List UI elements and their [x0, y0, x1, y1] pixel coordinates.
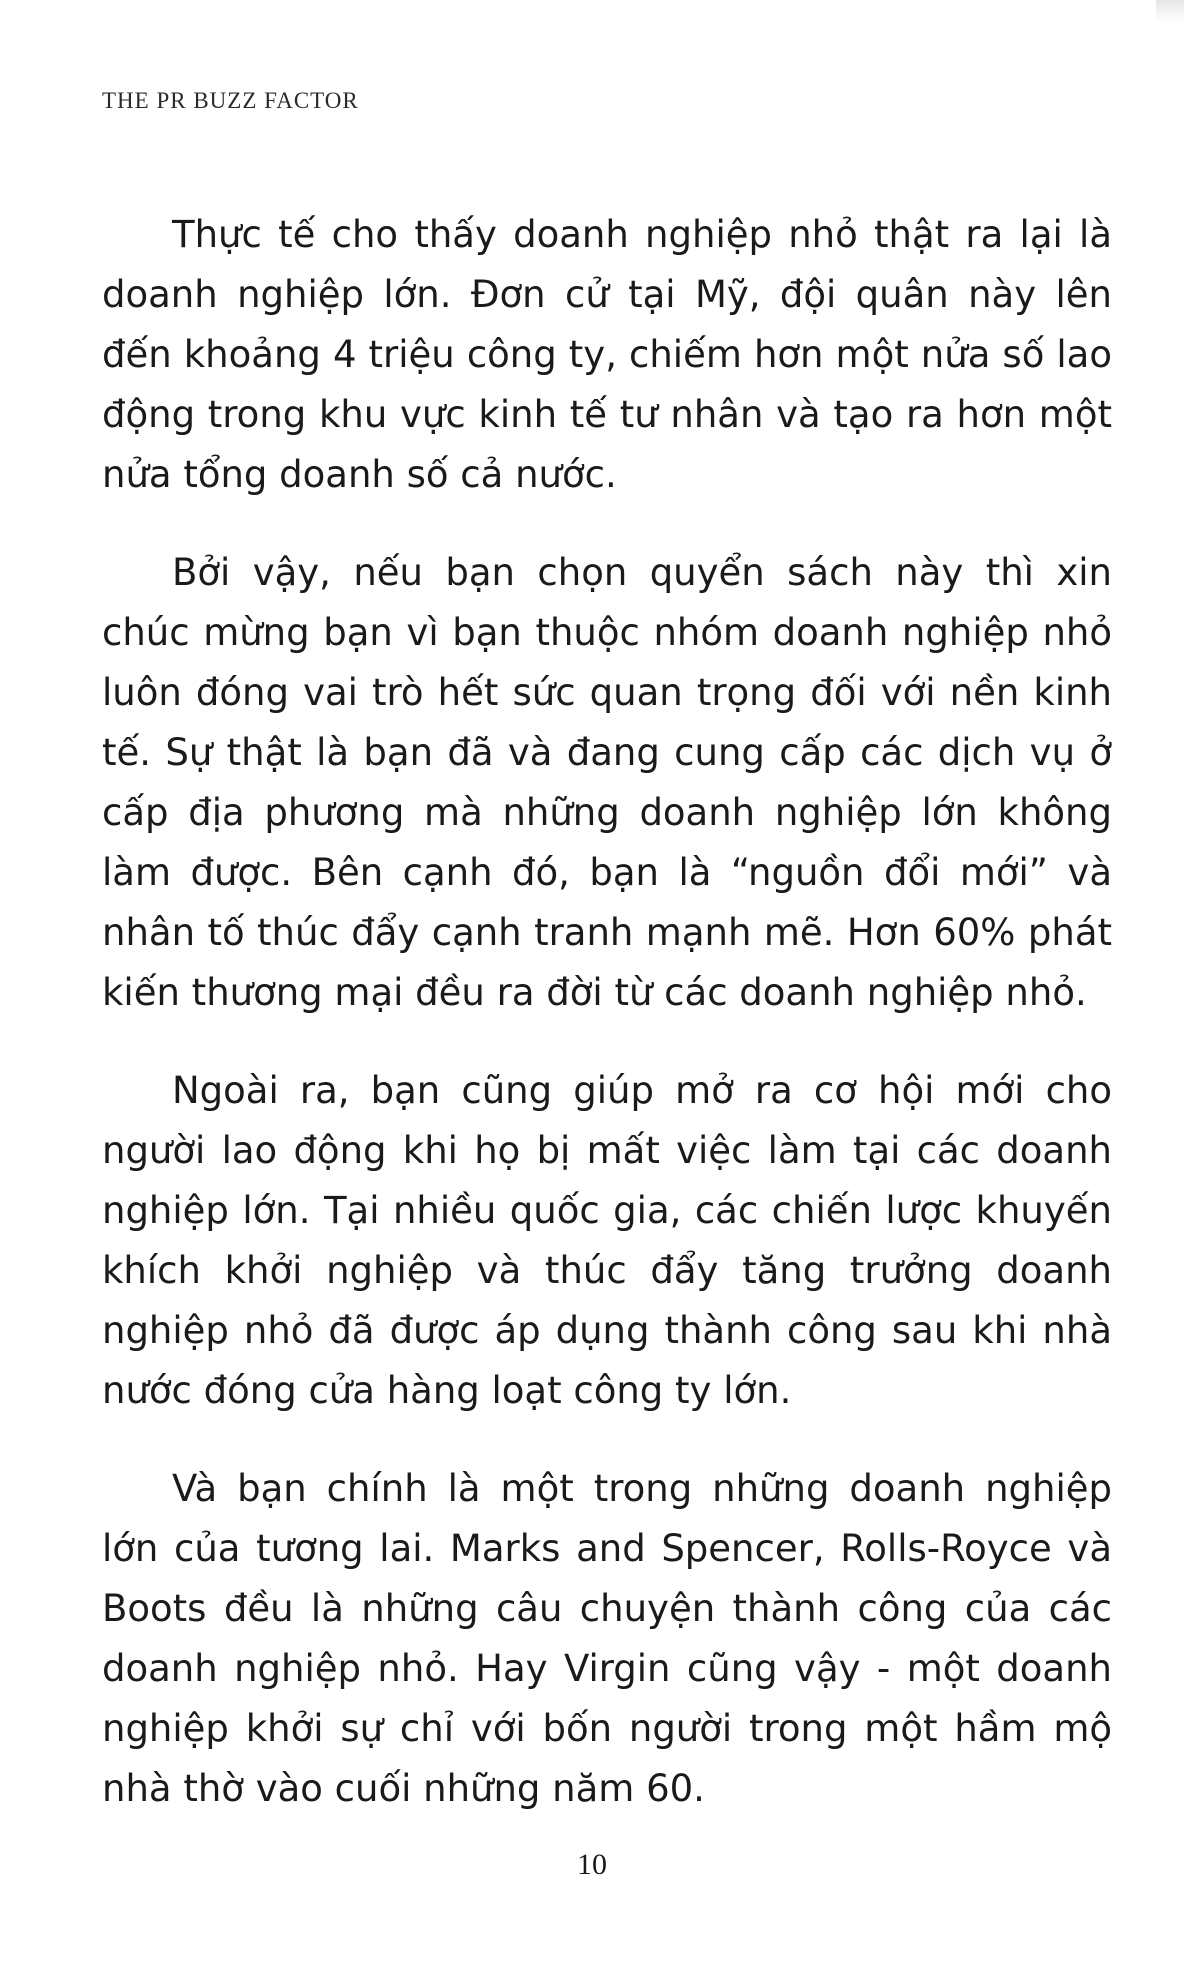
paragraph-2: Bởi vậy, nếu bạn chọn quyển sách này thì xin chúc mừng bạn vì bạn thuộc nhóm doanh nghiệp nhỏ luôn đóng vai trò hết sức quan trọng đối với nền kinh tế. Sự thật là bạn đã và đang cung cấp các dịch vụ ở cấp địa phương mà những doanh nghiệp lớn không làm được. Bên cạnh đó, bạn là “nguồn đổi mới” và nhân tố thúc đẩy cạnh tranh mạnh mẽ. Hơn 60% phát kiến thương mại đều ra đời từ các doanh nghiệp nhỏ.: [102, 551, 1112, 1014]
page-corner-shade: [1156, 0, 1184, 22]
paragraph-1: Thực tế cho thấy doanh nghiệp nhỏ thật ra lại là doanh nghiệp lớn. Đơn cử tại Mỹ, đội quân này lên đến khoảng 4 triệu công ty, chiếm hơn một nửa số lao động trong khu vực kinh tế tư nhân và tạo ra hơn một nửa tổng doanh số cả nước.: [102, 213, 1112, 496]
paragraph-3: Ngoài ra, bạn cũng giúp mở ra cơ hội mới cho người lao động khi họ bị mất việc làm tại các doanh nghiệp lớn. Tại nhiều quốc gia, các chiến lược khuyến khích khởi nghiệp và thúc đẩy tăng trưởng doanh nghiệp nhỏ đã được áp dụng thành công sau khi nhà nước đóng cửa hàng loạt công ty lớn.: [102, 1069, 1112, 1412]
paragraph-4: Và bạn chính là một trong những doanh nghiệp lớn của tương lai. Marks and Spencer, Rolls-Royce và Boots đều là những câu chuyện thành công của các doanh nghiệp nhỏ. Hay Virgin cũng vậy - một doanh nghiệp khởi sự chỉ với bốn người trong một hầm mộ nhà thờ vào cuối những năm 60.: [102, 1467, 1112, 1810]
page-number: 10: [577, 1848, 607, 1881]
running-header: THE PR BUZZ FACTOR: [102, 88, 359, 113]
body-text: [102, 205, 1112, 1857]
